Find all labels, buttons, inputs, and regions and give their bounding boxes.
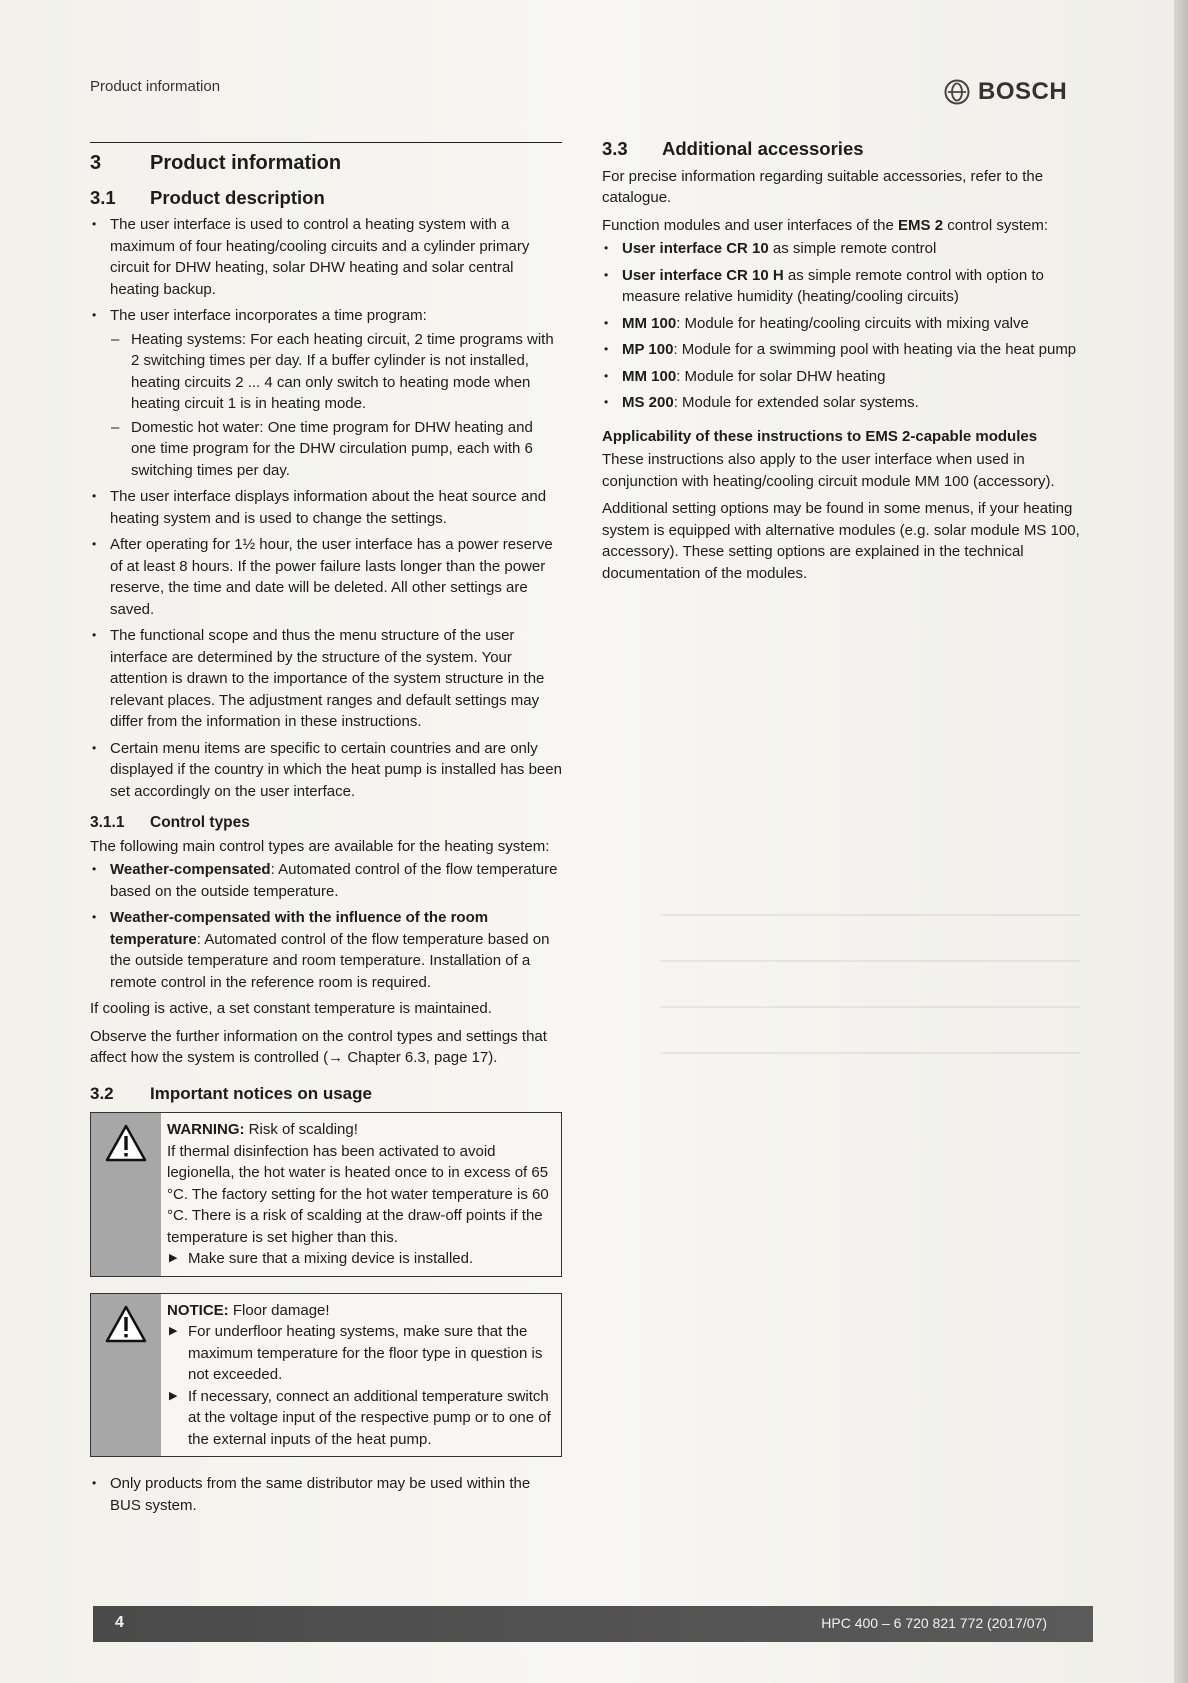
applicability-text: These instructions also apply to the user interface when used in conjunction with heating/cooling circuit module MM 100 (accessory). bbox=[602, 451, 1055, 490]
list-item: • The user interface displays information about the heat source and heating system and is used to change the settings. bbox=[90, 486, 562, 529]
notice-label: NOTICE: bbox=[167, 1301, 229, 1319]
modules-intro-bold: EMS 2 bbox=[898, 216, 944, 234]
list-item bbox=[602, 313, 1080, 335]
list-item bbox=[602, 366, 1080, 388]
time-program-list bbox=[110, 329, 562, 482]
control-types-intro: The following main control types are available for the heating system: bbox=[90, 837, 550, 855]
accessory-name: MM 100 bbox=[622, 367, 677, 385]
document-reference: HPC 400 – 6 720 821 772 (2017/07) bbox=[821, 1615, 1047, 1631]
accessory-text: : Module for a swimming pool with heating via the heat pump bbox=[673, 341, 1077, 358]
list-item: • The functional scope and thus the menu structure of the user interface are determined by the structure of the system. Your attention is drawn to the importance of the system structure in the relevant places. The adjustment ranges and default settings may differ from the information in these instructions. bbox=[90, 625, 562, 733]
cooling-note: If cooling is active, a set constant temperature is maintained. bbox=[90, 1000, 492, 1017]
notice-action: ▶ For underfloor heating systems, make sure that the maximum temperature for the floor type in question is not exceeded. bbox=[167, 1321, 555, 1386]
accessory-name: MS 200 bbox=[622, 394, 674, 411]
accessory-text: : Module for extended solar systems. bbox=[673, 394, 919, 411]
notice-icon-panel bbox=[91, 1294, 161, 1457]
brand-name: BOSCH bbox=[978, 78, 1068, 105]
warning-triangle-icon bbox=[104, 1123, 148, 1163]
modules-intro-pre: Function modules and user interfaces of the bbox=[602, 216, 899, 234]
notice-action: ▶ If necessary, connect an additional temperature switch at the voltage input of the respective pump or to one of the external inputs of the heat pump. bbox=[167, 1386, 555, 1451]
warning-title bbox=[167, 1119, 555, 1141]
notice-box bbox=[90, 1293, 562, 1458]
accessory-name: User interface CR 10 bbox=[622, 240, 769, 257]
modules-intro-post: control system: bbox=[943, 216, 1049, 234]
definition: : Automated control of the flow temperature based on the outside temperature and room temperature. Installation of a remote control in the reference room is required. bbox=[110, 930, 550, 991]
page-edge bbox=[1174, 0, 1188, 1683]
observe-note: Observe the further information on the control types and settings that affect how the system is controlled (→ Chapter 6.3, page 17). bbox=[90, 1027, 547, 1066]
definition: : Automated control of the flow temperature based on the outside temperature. bbox=[110, 861, 558, 900]
warning-heading: Risk of scalding! bbox=[244, 1121, 358, 1138]
applicability-heading: Applicability of these instructions to EMS 2-capable modules bbox=[602, 427, 1038, 445]
warning-body bbox=[161, 1113, 561, 1276]
bosch-armature-icon bbox=[944, 79, 970, 105]
modules-intro bbox=[602, 215, 1080, 237]
section-heading-3-1-1 bbox=[90, 812, 562, 834]
list-item: • The user interface is used to control a heating system with a maximum of four heating/cooling circuits and a cylinder primary circuit for DHW heating, solar DHW heating and solar central heating backup. bbox=[90, 214, 562, 300]
accessory-text: as simple remote control with option to measure relative humidity (heating/cooling circuits) bbox=[622, 266, 1044, 305]
section-title: Important notices on usage bbox=[150, 1083, 372, 1103]
section-number: 3.3 bbox=[602, 138, 628, 159]
bosch-logo bbox=[944, 78, 1067, 106]
term: Weather-compensated with the influence of the room temperature bbox=[110, 909, 489, 948]
list-item: • After operating for 1½ hour, the user interface has a power reserve of at least 8 hours. If the power failure lasts longer than the power reserve, the time and date will be deleted. All other settings are saved. bbox=[90, 534, 562, 620]
section-heading-3-2 bbox=[90, 1083, 562, 1105]
list-item: – Domestic hot water: One time program for DHW heating and one time program for the DHW circulation pump, each with 6 switching times per day. bbox=[110, 417, 562, 482]
section-heading-3 bbox=[90, 142, 562, 175]
section-title: Product information bbox=[150, 152, 342, 174]
list-item bbox=[602, 265, 1080, 308]
notice-body bbox=[161, 1294, 561, 1457]
applicability-text-2: Additional setting options may be found in some menus, if your heating system is equipped with alternative modules (e.g. solar module MS 100, accessory). These setting options are explained in the technical documentation of the modules. bbox=[602, 500, 1080, 582]
section-number: 3.2 bbox=[90, 1083, 114, 1103]
section-title: Additional accessories bbox=[662, 138, 864, 159]
warning-box bbox=[90, 1112, 562, 1277]
section-title: Product description bbox=[150, 186, 325, 208]
bus-list bbox=[90, 1473, 562, 1516]
accessories-list bbox=[602, 238, 1080, 414]
page-number: 4 bbox=[115, 1614, 124, 1631]
product-description-list bbox=[90, 214, 562, 802]
term: Weather-compensated bbox=[110, 861, 271, 878]
list-item bbox=[90, 305, 562, 481]
accessory-name: User interface CR 10 H bbox=[622, 266, 784, 284]
accessory-text: : Module for solar DHW heating bbox=[676, 367, 886, 385]
accessories-intro: For precise information regarding suitable accessories, refer to the catalogue. bbox=[602, 167, 1044, 206]
list-item: – Heating systems: For each heating circuit, 2 time programs with 2 switching times per day. If a buffer cylinder is not installed, heating circuits 2 ... 4 can only switch to heating mode when heating circuit 1 is in heating mode. bbox=[110, 329, 562, 415]
warning-label: WARNING: bbox=[167, 1121, 245, 1138]
notice-heading: Floor damage! bbox=[228, 1301, 330, 1319]
list-item bbox=[602, 392, 1080, 414]
list-item bbox=[90, 859, 562, 902]
section-number: 3.1 bbox=[90, 186, 116, 208]
warning-action: ▶ Make sure that a mixing device is installed. bbox=[167, 1248, 555, 1270]
section-number: 3 bbox=[90, 152, 102, 174]
running-header: Product information bbox=[90, 78, 221, 95]
control-types-list bbox=[90, 859, 562, 993]
caution-triangle-icon bbox=[104, 1304, 148, 1344]
list-item bbox=[602, 339, 1080, 361]
warning-icon-panel bbox=[91, 1113, 161, 1276]
section-number: 3.1.1 bbox=[90, 814, 125, 831]
left-column bbox=[90, 142, 562, 1521]
section-heading-3-1 bbox=[90, 187, 562, 209]
notice-title bbox=[167, 1300, 555, 1322]
accessory-text: as simple remote control bbox=[768, 240, 937, 257]
accessory-name: MP 100 bbox=[622, 341, 674, 358]
accessory-name: MM 100 bbox=[622, 314, 677, 332]
bleed-through bbox=[660, 900, 1080, 1460]
section-heading-3-3 bbox=[602, 138, 1080, 160]
right-column bbox=[602, 138, 1080, 590]
accessory-text: : Module for heating/cooling circuits with mixing valve bbox=[676, 314, 1029, 332]
list-item bbox=[90, 907, 562, 993]
footer-bar bbox=[93, 1606, 1093, 1642]
list-item: • Only products from the same distributor may be used within the BUS system. bbox=[90, 1473, 562, 1516]
section-title: Control types bbox=[150, 814, 250, 831]
list-item-text: The user interface incorporates a time program: bbox=[110, 307, 427, 324]
warning-text: If thermal disinfection has been activated to avoid legionella, the hot water is heated once to in excess of 65 °C. The factory setting for the hot water temperature is 60 °C. There is a risk of scalding at the draw-off points if the temperature is set higher than this. bbox=[167, 1142, 549, 1246]
list-item bbox=[602, 238, 1080, 260]
list-item: • Certain menu items are specific to certain countries and are only displayed if the country in which the heat pump is installed has been set accordingly on the user interface. bbox=[90, 738, 562, 803]
